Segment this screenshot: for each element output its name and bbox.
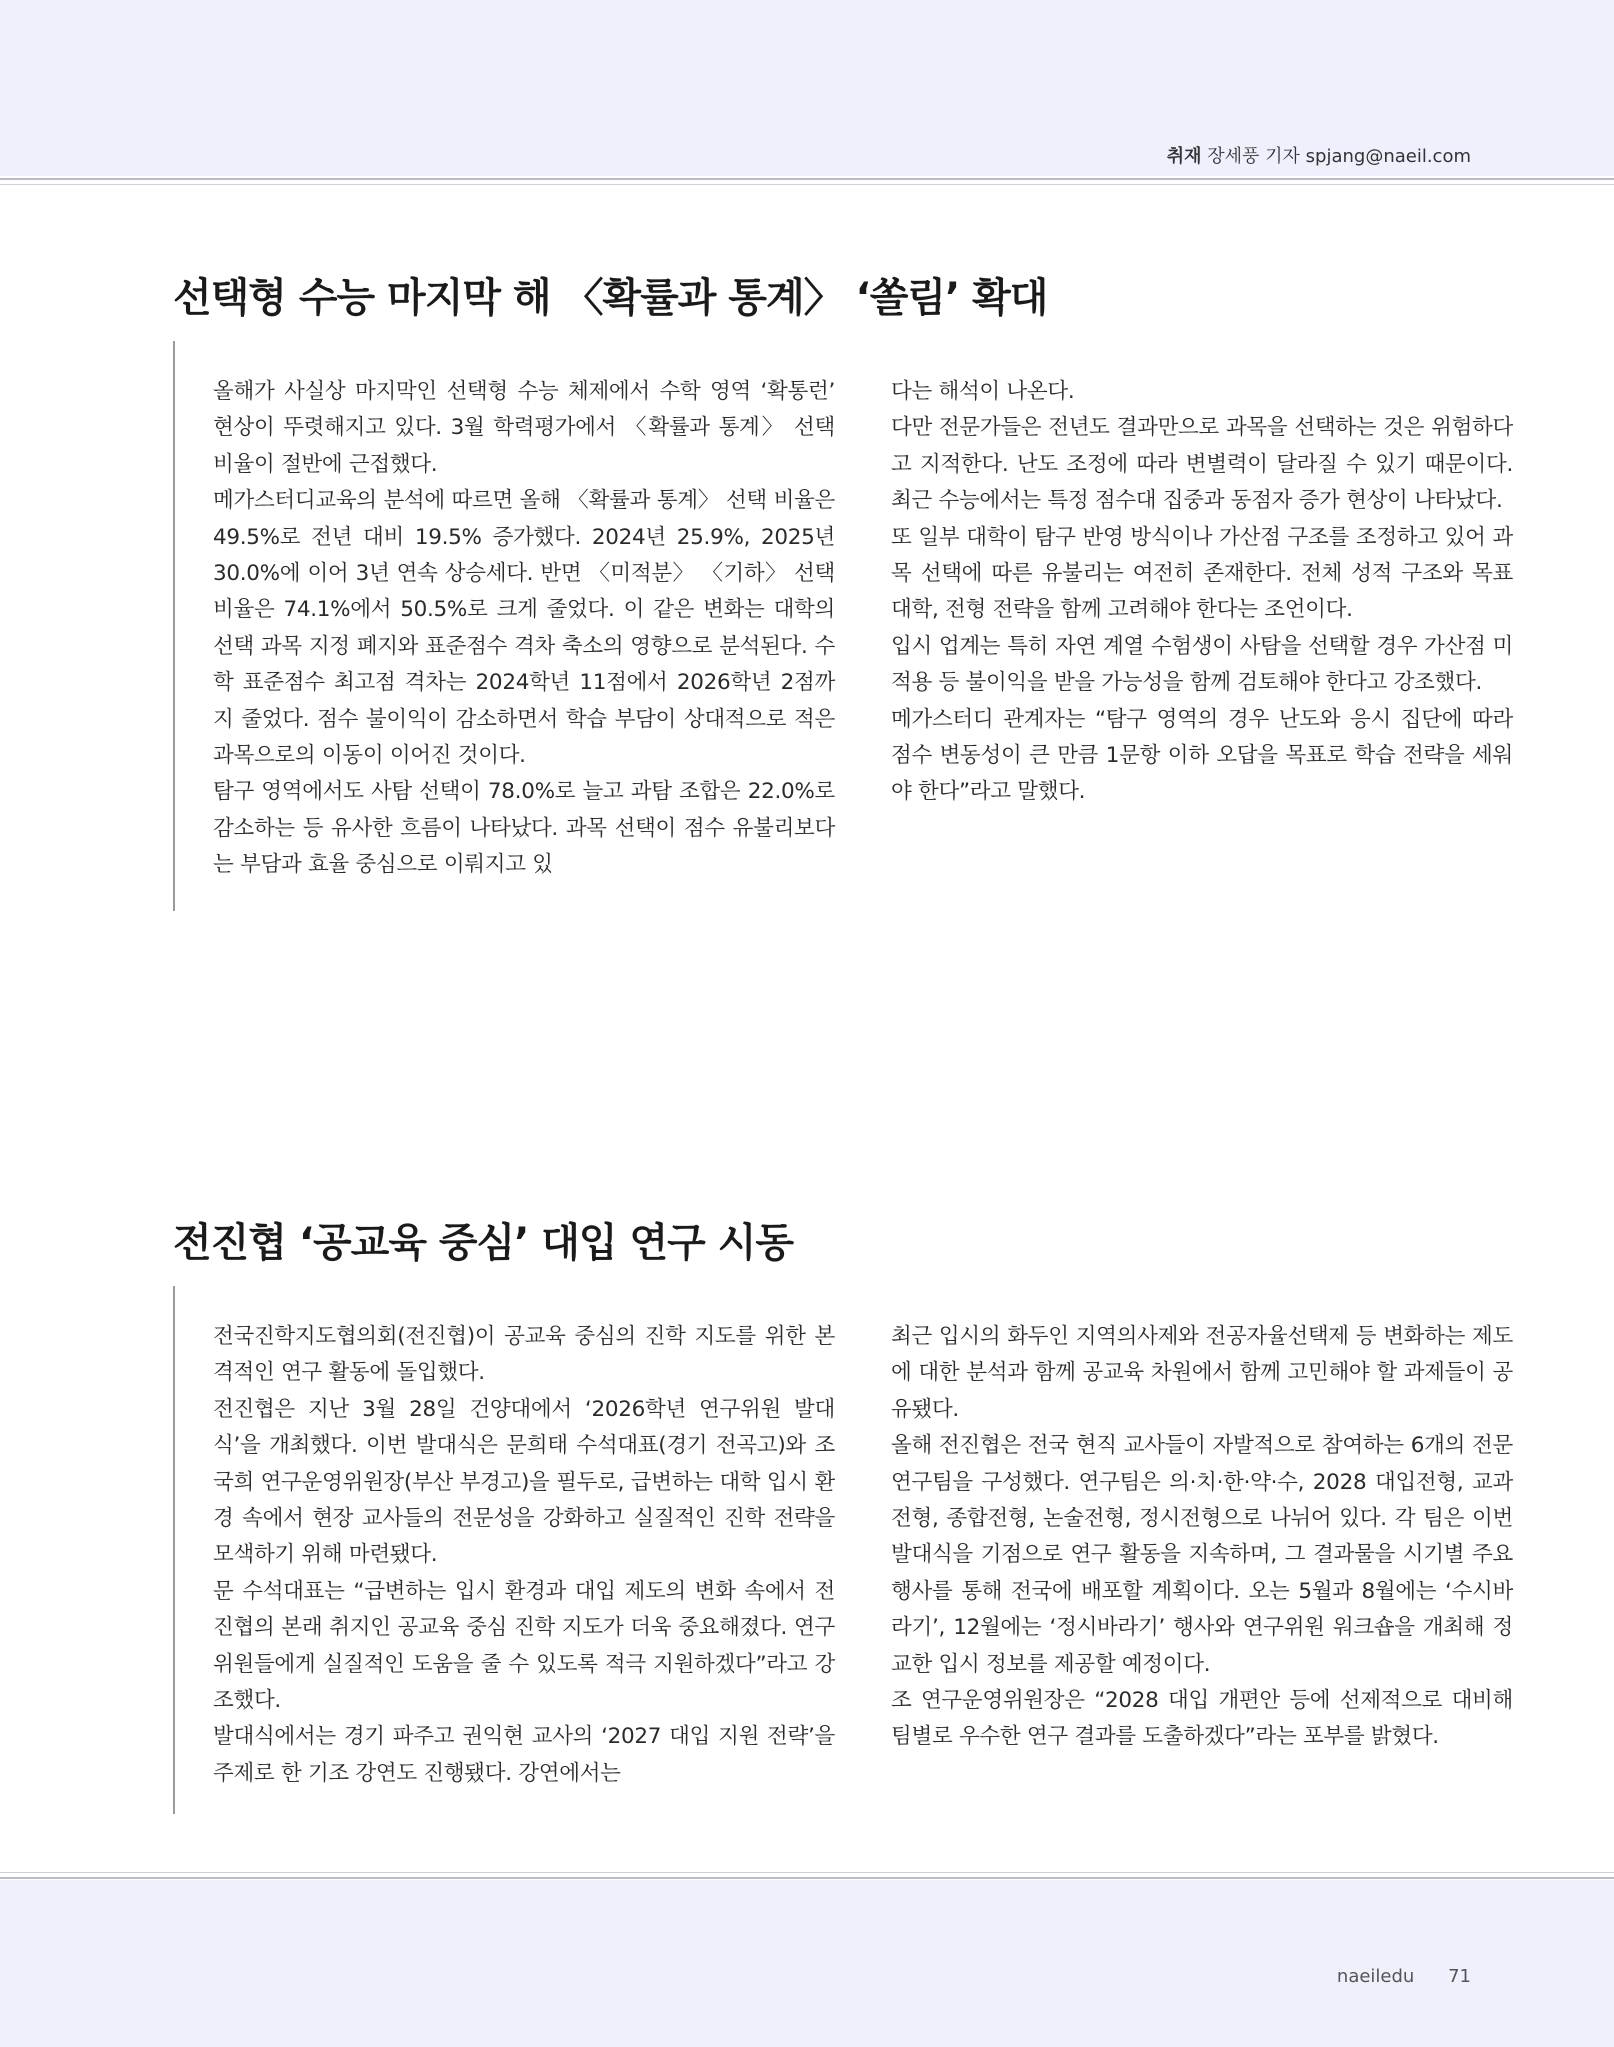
bottom-band (0, 1880, 1614, 2047)
article-2-column-2 (891, 1319, 1513, 1756)
paragraph: 조 연구운영위원장은 “2028 대입 개편안 등에 선제적으로 대비해 팀별로 우수한 연구 결과를 도출하겠다”라는 포부를 밝혔다. (891, 1688, 1513, 1750)
paragraph: 전진협은 지난 3월 28일 건양대에서 ‘2026학년 연구위원 발대식’을 개최했다. 이번 발대식은 문희태 수석대표(경기 전곡고)와 조국희 연구운영위원장(부산 부경고)을 필두로, 급변하는 대학 입시 환경 속에서 현장 교사들의 전문성을 강화하고 실질적인 진학 전략을 모색하기 위해 마련됐다. (213, 1396, 835, 1568)
paragraph: 다만 전문가들은 전년도 결과만으로 과목을 선택하는 것은 위험하다고 지적한다. 난도 조정에 따라 변별력이 달라질 수 있기 때문이다. 최근 수능에서는 특정 점수대 집중과 동점자 증가 현상이 나타났다. (891, 415, 1513, 514)
footer-site: naeiledu (1336, 1966, 1415, 1987)
divider (0, 1872, 1614, 1873)
paragraph: 탐구 영역에서도 사탐 선택이 78.0%로 늘고 과탐 조합은 22.0%로 감소하는 등 유사한 흐름이 나타났다. 과목 선택이 점수 유불리보다는 부담과 효율 중심으로 이뤄지고 있 (213, 779, 835, 878)
article-2-column-1 (213, 1319, 835, 1792)
paragraph: 최근 입시의 화두인 지역의사제와 전공자율선택제 등 변화하는 제도에 대한 분석과 함께 공교육 차원에서 함께 고민해야 할 과제들이 공유됐다. (891, 1324, 1513, 1422)
paragraph: 문 수석대표는 “급변하는 입시 환경과 대입 제도의 변화 속에서 전진협의 본래 취지인 공교육 중심 진학 지도가 더욱 중요해졌다. 연구위원들에게 실질적인 도움을 줄 수 있도록 적극 지원하겠다”라고 강조했다. (213, 1578, 835, 1714)
article-2-accent-bar (173, 1286, 175, 1814)
page-footer (1337, 1966, 1471, 1987)
paragraph: 다는 해석이 나온다. (891, 379, 1075, 404)
page-number: 71 (1448, 1966, 1471, 1987)
article-1-column-2 (891, 374, 1513, 811)
divider (0, 184, 1614, 185)
paragraph: 메가스터디교육의 분석에 따르면 올해 〈확률과 통계〉 선택 비율은 49.5%로 전년 대비 19.5% 증가했다. 2024년 25.9%, 2025년 30.0%에 이어 3년 연속 상승세다. 반면 〈미적분〉 〈기하〉 선택 비율은 74.1%에서 50.5%로 크게 줄었다. 이 같은 변화는 대학의 선택 과목 지정 폐지와 표준점수 격차 축소의 영향으로 분석된다. 수학 표준점수 최고점 격차는 2024학년 11점에서 2026학년 2점까지 줄었다. 점수 불이익이 감소하면서 학습 부담이 상대적으로 적은 과목으로의 이동이 이어진 것이다. (213, 488, 835, 769)
article-1-accent-bar (173, 341, 175, 911)
divider (0, 178, 1614, 180)
paragraph: 올해가 사실상 마지막인 선택형 수능 체제에서 수학 영역 ‘확통런’ 현상이 뚜렷해지고 있다. 3월 학력평가에서 〈확률과 통계〉 선택 비율이 절반에 근접했다. (213, 379, 835, 477)
article-2-headline: 전진협 ‘공교육 중심’ 대입 연구 시동 (173, 1220, 793, 1266)
byline-label: 취재 (1166, 146, 1202, 167)
byline-text: 장세풍 기자 spjang@naeil.com (1207, 146, 1471, 167)
paragraph: 메가스터디 관계자는 “탐구 영역의 경우 난도와 응시 집단에 따라 점수 변동성이 큰 만큼 1문항 이하 오답을 목표로 학습 전략을 세워야 한다”라고 말했다. (891, 706, 1513, 805)
paragraph: 입시 업계는 특히 자연 계열 수험생이 사탐을 선택할 경우 가산점 미적용 등 불이익을 받을 가능성을 함께 검토해야 한다고 강조했다. (891, 633, 1513, 696)
paragraph: 발대식에서는 경기 파주고 권익현 교사의 ‘2027 대입 지원 전략’을 주제로 한 기조 강연도 진행됐다. 강연에서는 (213, 1724, 835, 1786)
paragraph: 또 일부 대학이 탐구 반영 방식이나 가산점 구조를 조정하고 있어 과목 선택에 따른 유불리는 여전히 존재한다. 전체 성적 구조와 목표 대학, 전형 전략을 함께 고려해야 한다는 조언이다. (891, 524, 1513, 623)
paragraph: 전국진학지도협의회(전진협)이 공교육 중심의 진학 지도를 위한 본격적인 연구 활동에 돌입했다. (213, 1324, 835, 1386)
paragraph: 올해 전진협은 전국 현직 교사들이 자발적으로 참여하는 6개의 전문 연구팀을 구성했다. 연구팀은 의·치·한·약·수, 2028 대입전형, 교과전형, 종합전형, 논술전형, 정시전형으로 나뉘어 있다. 각 팀은 이번 발대식을 기점으로 연구 활동을 지속하며, 그 결과물을 시기별 주요 행사를 통해 전국에 배포할 계획이다. 오는 5월과 8월에는 ‘수시바라기’, 12월에는 ‘정시바라기’ 행사와 연구위원 워크숍을 개최해 정교한 입시 정보를 제공할 예정이다. (891, 1433, 1513, 1677)
article-1-column-1 (213, 374, 835, 884)
divider (0, 1877, 1614, 1879)
article-1-headline: 선택형 수능 마지막 해 〈확률과 통계〉 ‘쏠림’ 확대 (173, 275, 1048, 321)
byline (1167, 142, 1471, 168)
